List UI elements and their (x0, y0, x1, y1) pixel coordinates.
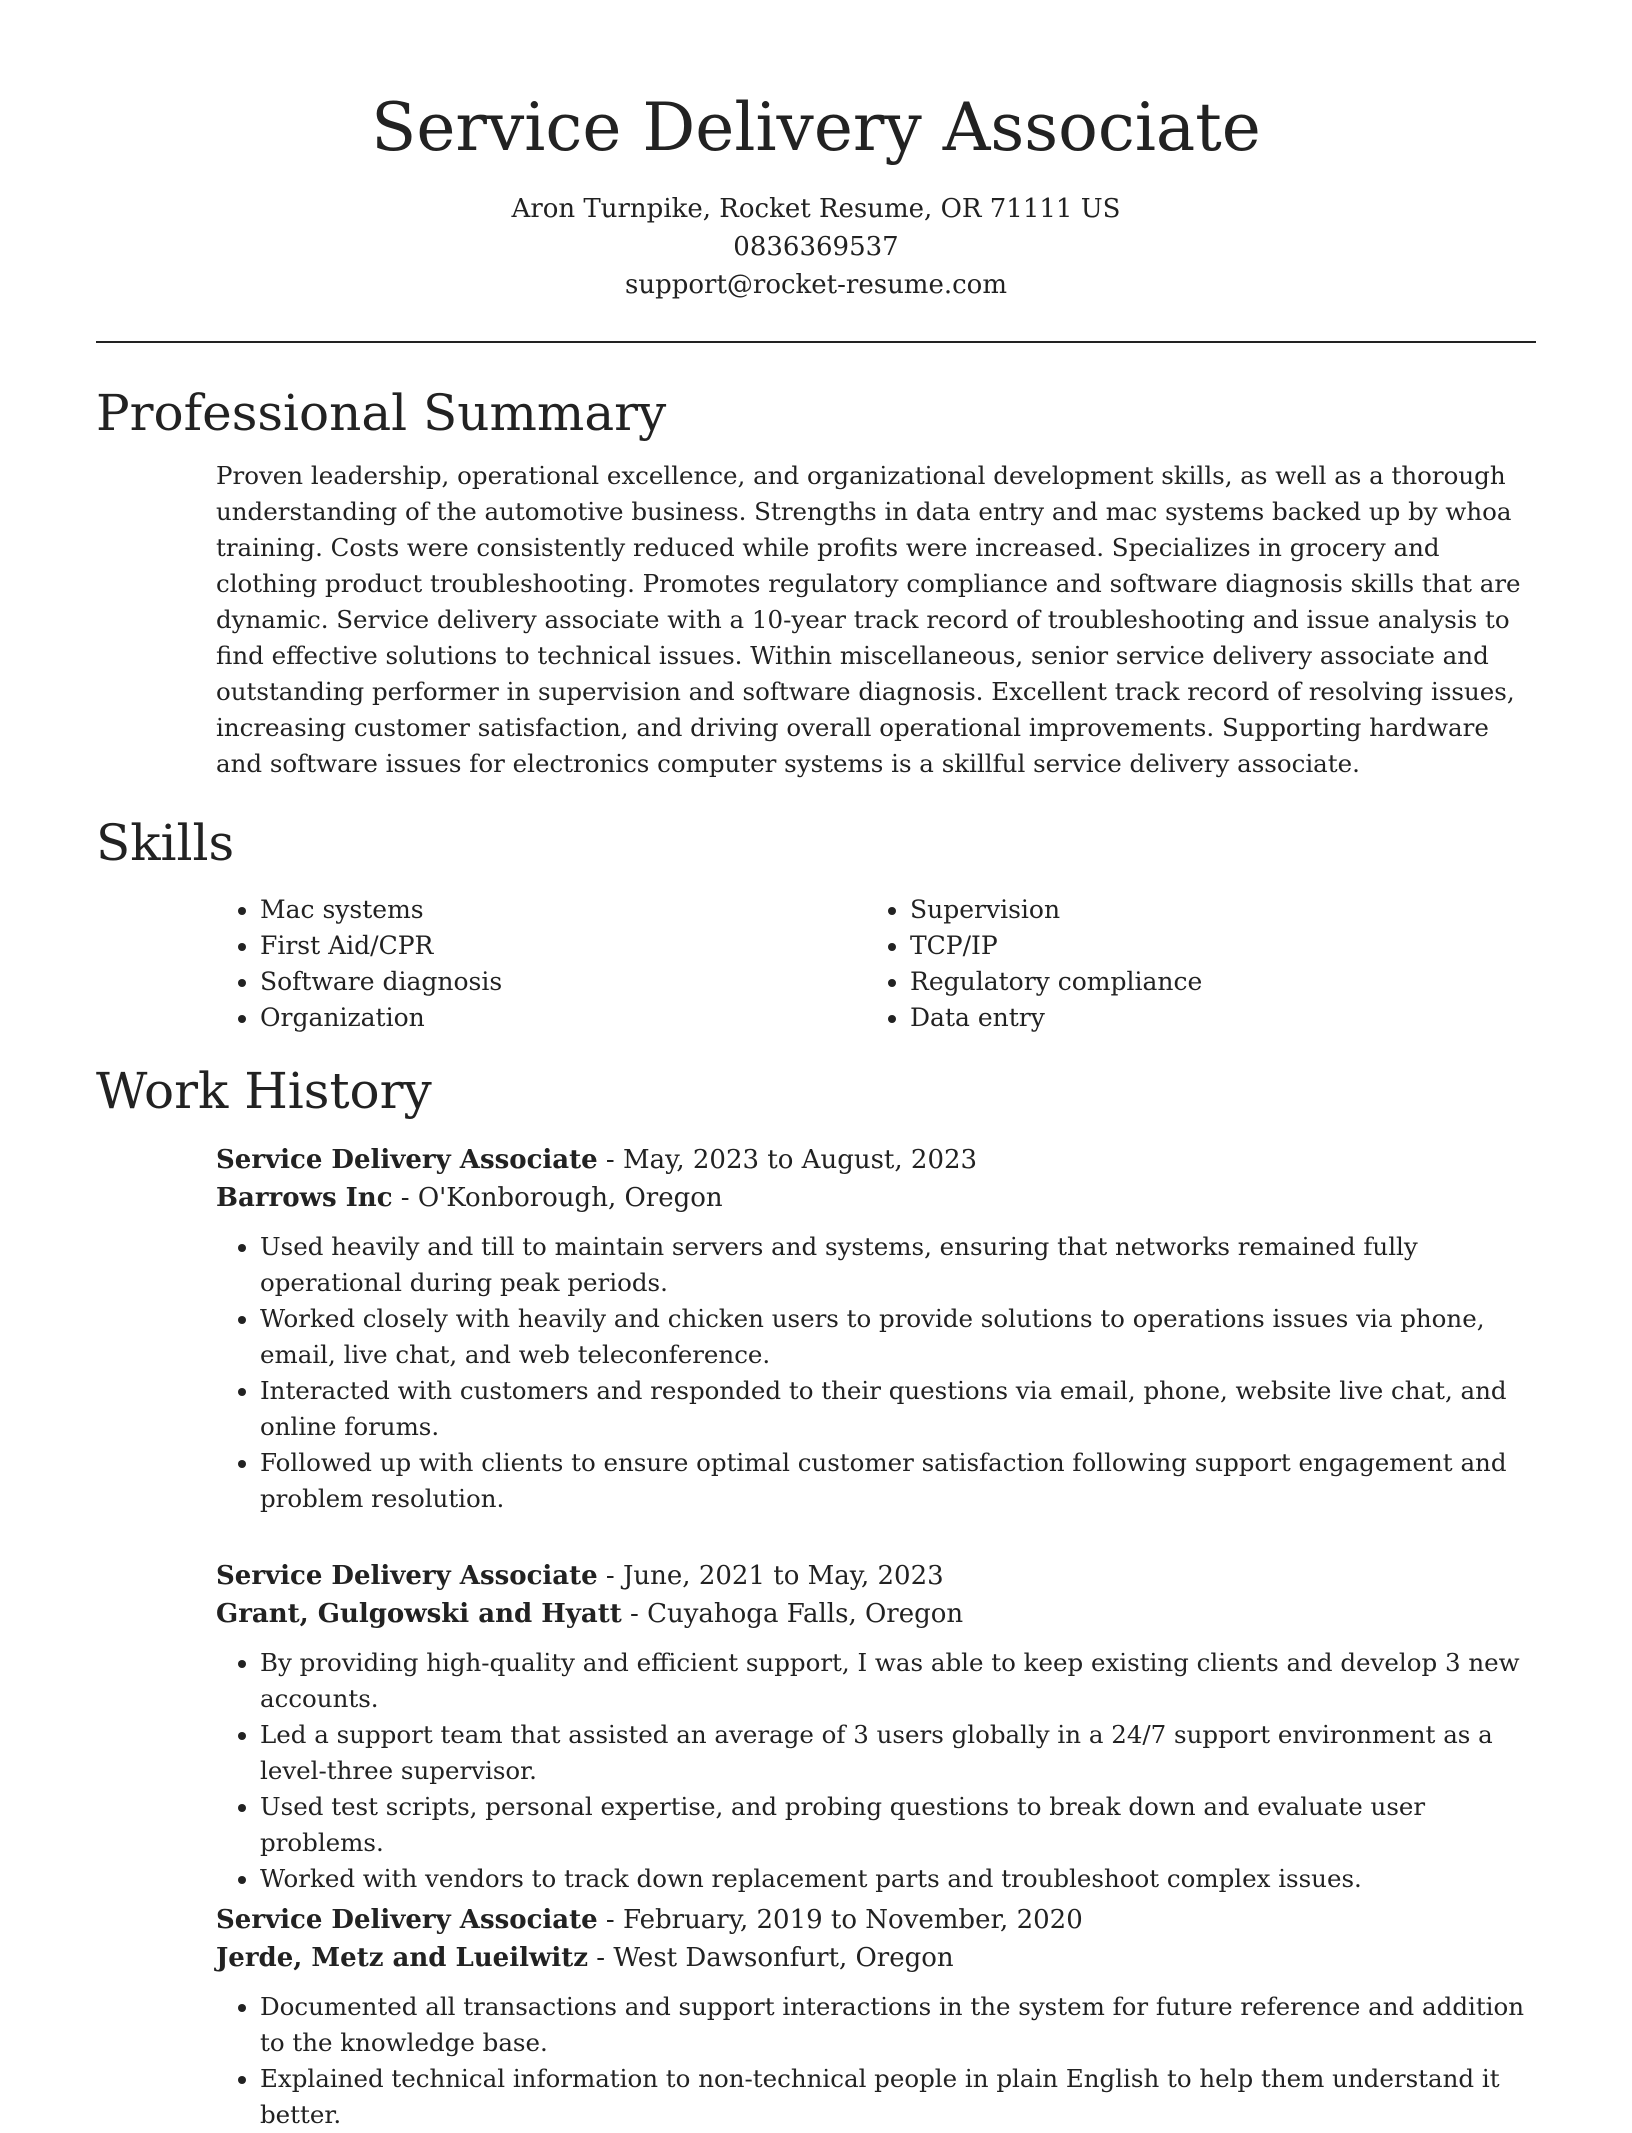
job-role: Service Delivery Associate (216, 1145, 598, 1175)
job-location: - O'Konborough, Oregon (392, 1183, 723, 1213)
work-history-heading: Work History (96, 1062, 432, 1120)
job-company: Grant, Gulgowski and Hyatt (216, 1599, 622, 1629)
skills-list-right (866, 892, 1516, 1036)
skill-item: • Organization (260, 1000, 866, 1036)
job-company: Jerde, Metz and Lueilwitz (216, 1943, 589, 1973)
job-role: Service Delivery Associate (216, 1905, 598, 1935)
job-company-line (216, 1595, 1538, 1633)
job-duty: • Worked closely with heavily and chicken users to provide solutions to operations issues via phone, email, live chat, and web teleconference. (260, 1301, 1538, 1373)
contact-phone: 0836369537 (733, 232, 899, 262)
job-company-line (216, 1939, 1538, 1977)
job-title-line (216, 1141, 1538, 1179)
contact-info (0, 190, 1632, 304)
skill-item: • First Aid/CPR (260, 928, 866, 964)
skill-item: • TCP/IP (910, 928, 1516, 964)
job-duty: • Explained technical information to non-technical people in plain English to help them understand it better. (260, 2061, 1538, 2133)
job-entry (216, 1141, 1538, 1517)
skills-heading: Skills (96, 814, 235, 872)
job-dates: - May, 2023 to August, 2023 (597, 1145, 978, 1175)
skills-list-left (216, 892, 866, 1036)
job-entry (216, 1901, 1538, 2133)
job-duty: • Followed up with clients to ensure optimal customer satisfaction following support engagement and problem resolution. (260, 1445, 1538, 1517)
skill-item: • Supervision (910, 892, 1516, 928)
summary-heading: Professional Summary (96, 384, 667, 442)
skill-item: • Data entry (910, 1000, 1516, 1036)
job-duty: • Interacted with customers and responded to their questions via email, phone, website live chat, and online forums. (260, 1373, 1538, 1445)
skills-section (216, 892, 1538, 1036)
job-duty: • Led a support team that assisted an average of 3 users globally in a 24/7 support environment as a level-three supervisor. (260, 1717, 1538, 1789)
job-duties (216, 1645, 1538, 1897)
skill-item: • Mac systems (260, 892, 866, 928)
job-duty: • By providing high-quality and efficient support, I was able to keep existing clients and develop 3 new accounts. (260, 1645, 1538, 1717)
job-duties (216, 1229, 1538, 1517)
contact-address: Aron Turnpike, Rocket Resume, OR 71111 US (511, 194, 1121, 224)
skill-item: • Software diagnosis (260, 964, 866, 1000)
summary-text: Proven leadership, operational excellence, and organizational development skills, as well as a thorough understanding of the automotive business. Strengths in data entry and mac systems backed up by whoa training. Costs were consistently reduced while profits were increased. Specializes in grocery and clothing product troubleshooting. Promotes regulatory compliance and software diagnosis skills that are dynamic. Service delivery associate with a 10-year track record of troubleshooting and issue analysis to find effective solutions to technical issues. Within miscellaneous, senior service delivery associate and outstanding performer in supervision and software diagnosis. Excellent track record of resolving issues, increasing customer satisfaction, and driving overall operational improvements. Supporting hardware and software issues for electronics computer systems is a skillful service delivery associate. (216, 461, 1521, 778)
job-duty: • Used test scripts, personal expertise, and probing questions to break down and evaluate user problems. (260, 1789, 1538, 1861)
job-role: Service Delivery Associate (216, 1561, 598, 1591)
skills-grid (216, 892, 1538, 1036)
contact-email: support@rocket-resume.com (624, 270, 1007, 300)
job-duty: • Documented all transactions and support interactions in the system for future reference and addition to the knowledge base. (260, 1989, 1538, 2061)
job-location: - West Dawsonfurt, Oregon (588, 1943, 954, 1973)
job-entry (216, 1557, 1538, 1897)
resume-title: Service Delivery Associate (371, 89, 1261, 166)
skill-item: • Regulatory compliance (910, 964, 1516, 1000)
job-company-line (216, 1179, 1538, 1217)
job-title-line (216, 1557, 1538, 1595)
job-duty: • Worked with vendors to track down replacement parts and troubleshoot complex issues. (260, 1861, 1538, 1897)
job-title-line (216, 1901, 1538, 1939)
summary-section (216, 458, 1538, 782)
job-company: Barrows Inc (216, 1183, 393, 1213)
header-divider (96, 341, 1536, 343)
job-duties (216, 1989, 1538, 2133)
resume-header (0, 0, 1632, 304)
job-location: - Cuyahoga Falls, Oregon (621, 1599, 964, 1629)
job-duty: • Used heavily and till to maintain servers and systems, ensuring that networks remained fully operational during peak periods. (260, 1229, 1538, 1301)
job-dates: - February, 2019 to November, 2020 (597, 1905, 1083, 1935)
job-dates: - June, 2021 to May, 2023 (597, 1561, 944, 1591)
